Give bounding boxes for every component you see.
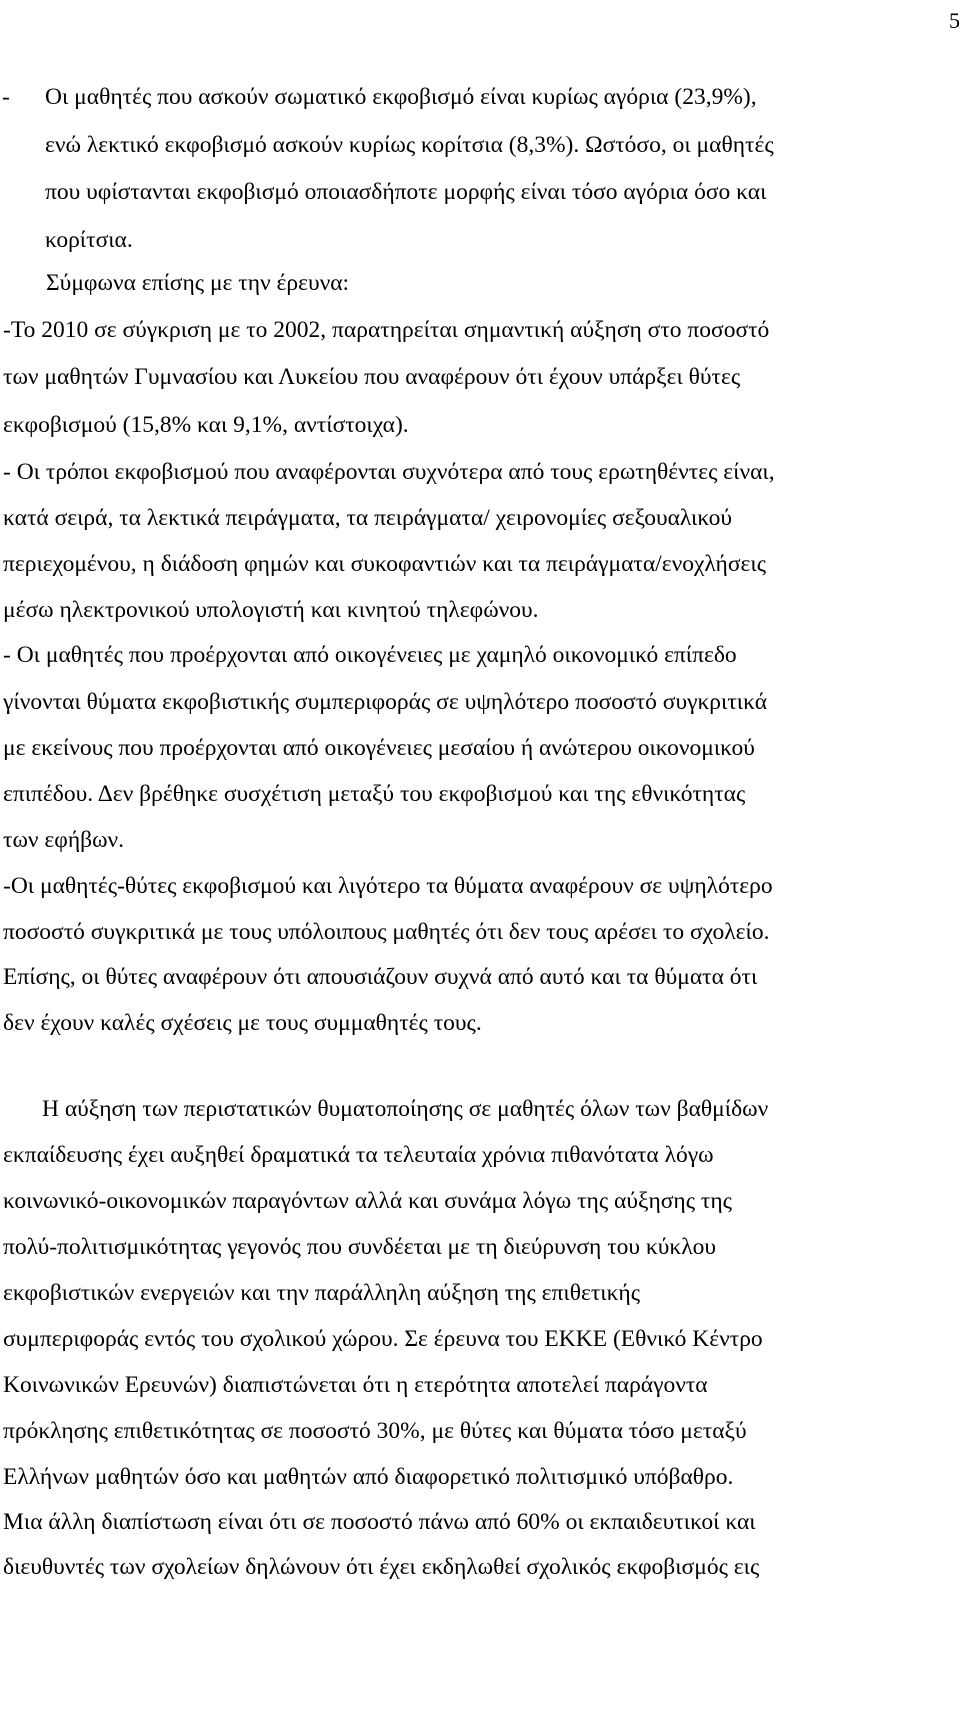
text-line	[0, 1187, 960, 1215]
text-line	[0, 1141, 960, 1169]
line-text: Σύμφωνα επίσης με την έρευνα:	[46, 270, 350, 296]
text-line	[0, 269, 960, 297]
text-line	[0, 1371, 960, 1399]
line-text: εκφοβισμού (15,8% και 9,1%, αντίστοιχα).	[3, 412, 409, 438]
text-line	[0, 826, 960, 854]
line-text: Η αύξηση των περιστατικών θυματοποίησης σε μαθητές όλων των βαθμίδων	[42, 1096, 769, 1122]
line-text: με εκείνους που προέρχονται από οικογένειες μεσαίου ή ανώτερου οικονομικού	[3, 735, 755, 761]
line-text: που υφίστανται εκφοβισμό οποιασδήποτε μορφής είναι τόσο αγόρια όσο και	[45, 179, 767, 205]
text-line	[0, 131, 960, 159]
line-text: Μια άλλη διαπίστωση είναι ότι σε ποσοστό πάνω από 60% οι εκπαιδευτικοί και	[3, 1509, 756, 1535]
text-line	[0, 963, 960, 991]
line-text: εκφοβιστικών ενεργειών και την παράλληλη αύξηση της επιθετικής	[3, 1280, 641, 1306]
line-text: κοινωνικό-οικονομικών παραγόντων αλλά και συνάμα λόγω της αύξησης της	[3, 1188, 732, 1214]
text-line	[0, 1463, 960, 1491]
text-line	[0, 918, 960, 946]
text-line	[0, 411, 960, 439]
line-text: Κοινωνικών Ερευνών) διαπιστώνεται ότι η ετερότητα αποτελεί παράγοντα	[3, 1372, 708, 1398]
line-text: -Το 2010 σε σύγκριση με το 2002, παρατηρείται σημαντική αύξηση στο ποσοστό	[3, 317, 770, 343]
text-line	[0, 596, 960, 624]
line-text: ενώ λεκτικό εκφοβισμό ασκούν κυρίως κορίτσια (8,3%). Ωστόσο, οι μαθητές	[45, 132, 774, 158]
line-text: επιπέδου. Δεν βρέθηκε συσχέτιση μεταξύ του εκφοβισμού και της εθνικότητας	[3, 781, 746, 807]
line-text: - Οι μαθητές που προέρχονται από οικογένειες με χαμηλό οικονομικό επίπεδο	[3, 642, 737, 668]
line-text: διευθυντές των σχολείων δηλώνουν ότι έχει εκδηλωθεί σχολικός εκφοβισμός εις	[3, 1554, 760, 1580]
text-line	[0, 872, 960, 900]
line-text: Οι μαθητές που ασκούν σωματικό εκφοβισμό είναι κυρίως αγόρια (23,9%),	[45, 84, 757, 110]
line-text: γίνονται θύματα εκφοβιστικής συμπεριφοράς σε υψηλότερο ποσοστό συγκριτικά	[3, 689, 768, 715]
line-text: - Οι τρόποι εκφοβισμού που αναφέρονται συχνότερα από τους ερωτηθέντες είναι,	[3, 459, 775, 485]
line-text: περιεχομένου, η διάδοση φημών και συκοφαντιών και τα πειράγματα/ενοχλήσεις	[3, 551, 767, 577]
text-line	[0, 458, 960, 486]
text-line	[0, 1279, 960, 1307]
text-line	[0, 1508, 960, 1536]
line-text: εκπαίδευσης έχει αυξηθεί δραματικά τα τελευταία χρόνια πιθανότατα λόγω	[3, 1142, 714, 1168]
text-line	[0, 1417, 960, 1445]
text-line	[0, 316, 960, 344]
bullet-dash: -	[2, 84, 10, 110]
line-text: κορίτσια.	[45, 227, 133, 253]
text-line	[0, 734, 960, 762]
text-line	[0, 1095, 960, 1123]
text-line	[0, 641, 960, 669]
text-line	[0, 226, 960, 254]
text-line	[0, 550, 960, 578]
line-text: δεν έχουν καλές σχέσεις με τους συμμαθητές τους.	[3, 1010, 482, 1036]
text-line	[0, 780, 960, 808]
line-text: κατά σειρά, τα λεκτικά πειράγματα, τα πειράγματα/ χειρονομίες σεξουαλικού	[3, 505, 733, 531]
text-line	[0, 1325, 960, 1353]
line-text: Επίσης, οι θύτες αναφέρουν ότι απουσιάζουν συχνά από αυτό και τα θύματα ότι	[3, 964, 758, 990]
line-text: συμπεριφοράς εντός του σχολικού χώρου. Σε έρευνα του ΕΚΚΕ (Εθνικό Κέντρο	[3, 1326, 763, 1352]
text-line	[0, 363, 960, 391]
page-number: 5	[949, 8, 960, 33]
line-text: -Οι μαθητές-θύτες εκφοβισμού και λιγότερο τα θύματα αναφέρουν σε υψηλότερο	[3, 873, 773, 899]
text-line	[0, 1553, 960, 1581]
line-text: μέσω ηλεκτρονικού υπολογιστή και κινητού τηλεφώνου.	[3, 597, 539, 623]
line-text: Ελλήνων μαθητών όσο και μαθητών από διαφορετικό πολιτισμικό υπόβαθρο.	[3, 1464, 734, 1490]
text-line	[0, 688, 960, 716]
text-line	[0, 1233, 960, 1261]
line-text: ποσοστό συγκριτικά με τους υπόλοιπους μαθητές ότι δεν τους αρέσει το σχολείο.	[3, 919, 770, 945]
line-text: πρόκλησης επιθετικότητας σε ποσοστό 30%, με θύτες και θύματα τόσο μεταξύ	[3, 1418, 747, 1444]
text-line	[0, 178, 960, 206]
line-text: των μαθητών Γυμνασίου και Λυκείου που αναφέρουν ότι έχουν υπάρξει θύτες	[3, 364, 741, 390]
text-line	[0, 504, 960, 532]
text-line	[0, 1009, 960, 1037]
line-text: πολύ-πολιτισμικότητας γεγονός που συνδέεται με τη διεύρυνση του κύκλου	[3, 1234, 717, 1260]
text-line	[0, 83, 960, 111]
line-text: των εφήβων.	[3, 827, 125, 853]
